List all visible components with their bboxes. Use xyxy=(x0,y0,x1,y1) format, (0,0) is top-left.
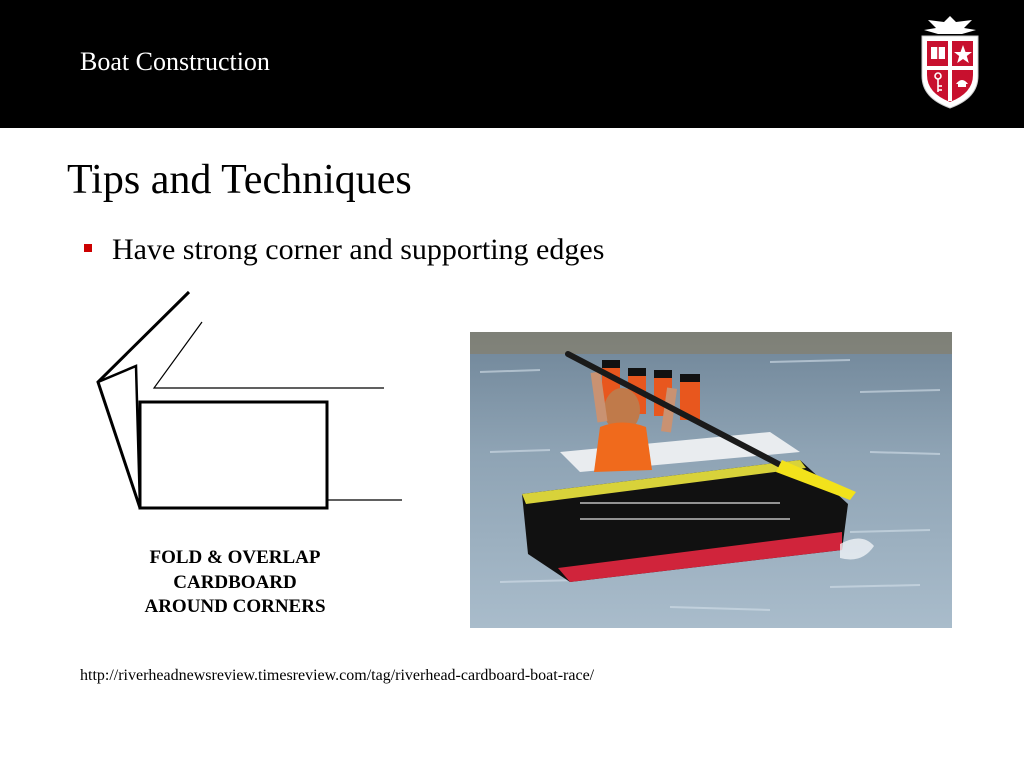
bullet-square-icon xyxy=(84,244,92,252)
caption-line: AROUND CORNERS xyxy=(144,596,326,617)
source-url[interactable]: http://riverheadnewsreview.timesreview.com/tag/riverhead-cardboard-boat-race/ xyxy=(80,667,595,684)
header-title: Boat Construction xyxy=(80,47,270,76)
university-shield-logo-icon xyxy=(914,14,986,110)
folded-cardboard-corner-diagram xyxy=(90,286,410,516)
cardboard-titanic-boat-photo xyxy=(470,332,952,628)
slide-title: Tips and Techniques xyxy=(67,157,412,203)
header-bar xyxy=(0,0,1024,128)
caption-line: FOLD & OVERLAP xyxy=(149,547,321,568)
diagram-caption xyxy=(110,546,360,620)
bullet-text: Have strong corner and supporting edges xyxy=(112,233,605,266)
caption-line: CARDBOARD xyxy=(173,571,297,593)
